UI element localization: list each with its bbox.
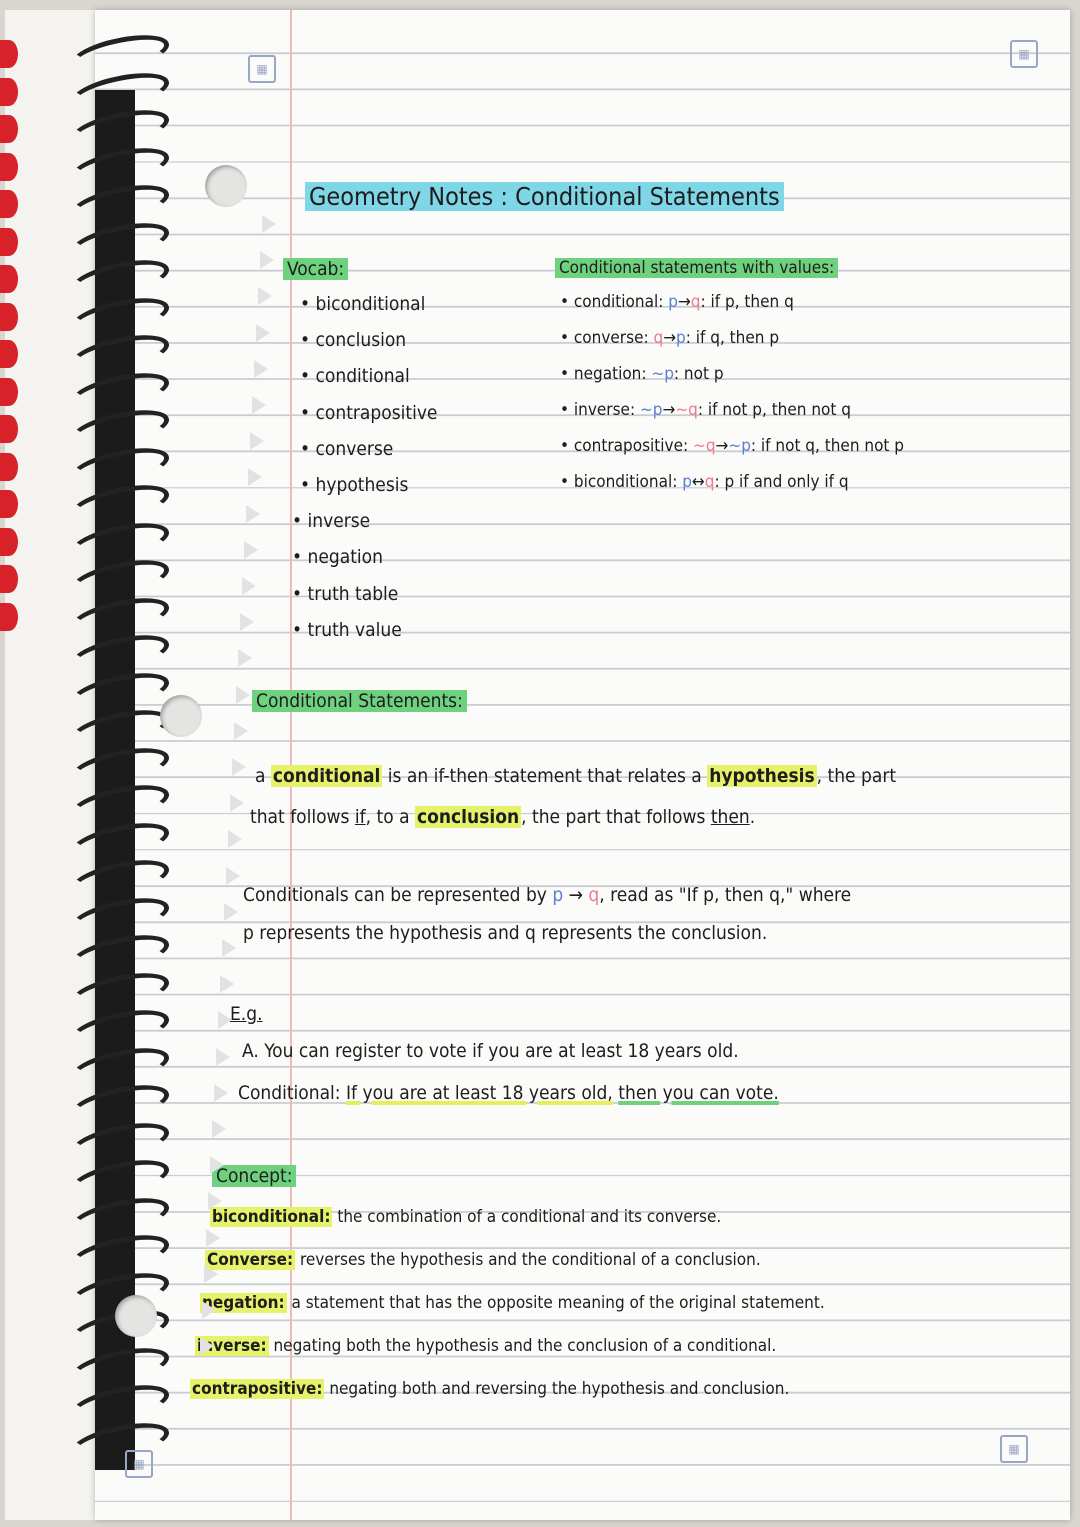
red-tab <box>0 453 18 481</box>
margin-triangle <box>218 1011 232 1029</box>
vocab-item-text: hypothesis <box>315 474 409 496</box>
symbol-q: q <box>588 884 600 906</box>
margin-triangle <box>254 360 268 378</box>
page-title <box>305 182 784 211</box>
punch-hole <box>160 695 202 737</box>
value-row: • inverse: ~p→~q: if not p, then not q <box>560 400 851 420</box>
text: , the part that follows <box>521 806 711 828</box>
vocab-item: • truth value <box>292 618 402 641</box>
value-label: biconditional: <box>573 472 678 492</box>
arrow: → <box>663 328 677 348</box>
margin-triangle <box>208 1192 222 1210</box>
text: , to a <box>365 806 415 828</box>
vocab-item-text: truth value <box>307 618 402 641</box>
margin-triangle <box>258 287 272 305</box>
vocab-item-text: truth table <box>307 582 399 605</box>
margin-triangle <box>202 1301 216 1319</box>
value-label: inverse: <box>573 400 636 420</box>
value-text: : if not p, then not q <box>697 400 851 420</box>
concept-definition: a statement that has the opposite meaning of the original statement. <box>291 1293 825 1313</box>
value-text: : if p, then q <box>700 292 794 312</box>
vocab-heading <box>283 258 348 280</box>
concept-item <box>200 1293 825 1313</box>
margin-triangle <box>230 794 244 812</box>
margin-triangle <box>226 867 240 885</box>
values-heading <box>555 258 838 278</box>
concept-item <box>205 1250 761 1270</box>
logo-icon: ▦ <box>1010 40 1038 68</box>
concept-definition: negating both the hypothesis and the conclusion of a conditional. <box>273 1336 777 1356</box>
margin-triangle <box>240 613 254 631</box>
red-tab <box>0 565 18 593</box>
value-text: : if not q, then not p <box>750 436 904 456</box>
red-tab <box>0 40 18 68</box>
value-text: : if q, then p <box>685 328 780 348</box>
representation-line-2: p represents the hypothesis and q represents the conclusion. <box>243 922 768 944</box>
text: if <box>354 806 366 828</box>
text: is an if-then statement that relates a <box>382 765 708 787</box>
logo-icon: ▦ <box>248 55 276 83</box>
text: , the part <box>816 765 897 787</box>
value-text: : not p <box>673 364 724 384</box>
margin-triangle <box>238 649 252 667</box>
highlight-conditional: conditional <box>272 765 381 787</box>
margin-triangle <box>262 215 276 233</box>
value-row: • negation: ~p: not p <box>560 364 724 384</box>
text: Conditional: <box>238 1082 346 1104</box>
value-label: negation: <box>573 364 647 384</box>
arrow: → <box>677 292 691 312</box>
punch-hole <box>115 1295 157 1337</box>
highlight-hypothesis: hypothesis <box>709 765 815 787</box>
margin-triangle <box>242 577 256 595</box>
value-row: • converse: q→p: if q, then p <box>560 328 780 348</box>
concept-term: negation: <box>202 1293 285 1313</box>
text: a <box>255 765 271 787</box>
symbol-a: p <box>668 292 678 312</box>
conditional-heading-text: Conditional Statements: <box>252 690 467 712</box>
symbol-a: p <box>682 472 692 492</box>
red-tab <box>0 378 18 406</box>
red-tab <box>0 153 18 181</box>
margin-triangle <box>228 830 242 848</box>
margin-triangle <box>220 975 234 993</box>
symbol-a: ~q <box>693 436 716 456</box>
margin-triangle <box>260 251 274 269</box>
definition-line-1 <box>255 765 896 787</box>
vocab-item-text: negation <box>307 546 383 569</box>
red-tab <box>0 340 18 368</box>
text: Conditionals can be represented by <box>243 884 553 906</box>
concept-item <box>210 1207 721 1227</box>
symbol-b: q <box>690 292 701 312</box>
text: E.g. <box>230 1003 263 1025</box>
margin-triangle <box>206 1229 220 1247</box>
red-tab <box>0 265 18 293</box>
conditional-heading <box>252 690 467 712</box>
red-tab <box>0 190 18 218</box>
symbol-b: ~q <box>675 400 698 420</box>
concept-definition: the combination of a conditional and its converse. <box>337 1207 722 1227</box>
margin-triangle <box>250 432 264 450</box>
margin-triangle <box>252 396 266 414</box>
vocab-item: • conditional <box>300 365 410 388</box>
arrow: ↔ <box>691 472 705 492</box>
title-text: Geometry Notes : Conditional Statements <box>305 182 784 211</box>
value-row: • contrapositive: ~q→~p: if not q, then not p <box>560 436 904 456</box>
margin-triangle <box>210 1156 224 1174</box>
margin-triangle <box>236 686 250 704</box>
concept-heading-text: Concept: <box>212 1165 296 1187</box>
logo-icon: ▦ <box>125 1450 153 1478</box>
margin-triangle <box>222 939 236 957</box>
concept-definition: negating both and reversing the hypothesis and conclusion. <box>329 1379 790 1399</box>
concept-term: contrapositive: <box>192 1379 323 1399</box>
vocab-item: • negation <box>292 546 383 569</box>
example-conclusion: then you can vote. <box>618 1082 779 1104</box>
red-tab <box>0 228 18 256</box>
concept-item <box>195 1336 776 1356</box>
margin-triangle <box>256 324 270 342</box>
value-row: • biconditional: p↔q: p if and only if q <box>560 472 849 492</box>
value-label: converse: <box>573 328 649 348</box>
red-tab <box>0 415 18 443</box>
margin-triangle <box>246 505 260 523</box>
margin-triangle <box>234 722 248 740</box>
value-text: : p if and only if q <box>714 472 849 492</box>
vocab-item: • hypothesis <box>300 474 409 496</box>
definition-line-2: that follows if, to a conclusion , the part that follows then. <box>250 806 756 828</box>
vocab-item: • conclusion <box>300 329 407 352</box>
symbol-p: p <box>552 884 564 906</box>
vocab-item: • inverse <box>292 510 371 533</box>
vocab-item: • converse <box>300 437 394 460</box>
concept-term: inverse: <box>197 1336 267 1356</box>
red-tab <box>0 78 18 106</box>
symbol-b: ~p <box>728 436 751 456</box>
red-tab <box>0 303 18 331</box>
punch-hole <box>205 165 247 207</box>
vocab-item-text: converse <box>315 437 394 460</box>
example-label <box>230 1003 263 1025</box>
vocab-item-text: inverse <box>307 510 371 533</box>
symbol-b: p <box>676 328 686 348</box>
text: that follows <box>250 806 355 828</box>
red-tab <box>0 528 18 556</box>
margin-triangle <box>216 1048 230 1066</box>
vocab-item-text: conditional <box>315 365 410 388</box>
arrow: → <box>662 400 676 420</box>
example-hypothesis: If you are at least 18 years old, <box>346 1082 613 1104</box>
arrow: → <box>563 884 589 906</box>
text: then <box>710 806 750 828</box>
symbol-a: q <box>653 328 664 348</box>
margin-triangle <box>200 1337 214 1355</box>
arrow: → <box>715 436 729 456</box>
margin-triangle <box>224 903 238 921</box>
value-label: contrapositive: <box>573 436 689 456</box>
logo-icon: ▦ <box>1000 1435 1028 1463</box>
margin-triangle <box>232 758 246 776</box>
concept-heading <box>212 1165 296 1187</box>
text: , read as "If p, then q," where <box>599 884 852 906</box>
highlight-conclusion: conclusion <box>416 806 520 828</box>
margin-triangle <box>248 468 262 486</box>
concept-term: biconditional: <box>212 1207 331 1227</box>
margin-triangle <box>212 1120 226 1138</box>
vocab-item: • biconditional <box>300 293 426 315</box>
red-tab <box>0 490 18 518</box>
red-tab <box>0 115 18 143</box>
symbol-b: q <box>704 472 715 492</box>
vocab-item: • contrapositive <box>300 401 438 424</box>
representation-line <box>243 884 851 906</box>
red-tab <box>0 603 18 631</box>
vocab-heading-text: Vocab: <box>283 258 348 280</box>
example-conditional <box>238 1082 779 1104</box>
values-heading-text: Conditional statements with values: <box>555 258 838 278</box>
concept-definition: reverses the hypothesis and the conditional of a conclusion. <box>299 1250 761 1270</box>
symbol-a: ~p <box>651 364 674 384</box>
concept-term: Converse: <box>207 1250 294 1270</box>
margin-triangle <box>214 1084 228 1102</box>
example-a: A. You can register to vote if you are at least 18 years old. <box>242 1040 739 1062</box>
vocab-item-text: biconditional <box>315 293 426 315</box>
vocab-item: • truth table <box>292 582 399 605</box>
vocab-item-text: contrapositive <box>315 401 438 424</box>
concept-item <box>190 1379 789 1399</box>
margin-triangle <box>244 541 258 559</box>
vocab-item-text: conclusion <box>315 329 407 352</box>
value-row: • conditional: p→q: if p, then q <box>560 292 794 312</box>
symbol-a: ~p <box>639 400 663 420</box>
value-label: conditional: <box>573 292 664 312</box>
margin-triangle <box>204 1265 218 1283</box>
